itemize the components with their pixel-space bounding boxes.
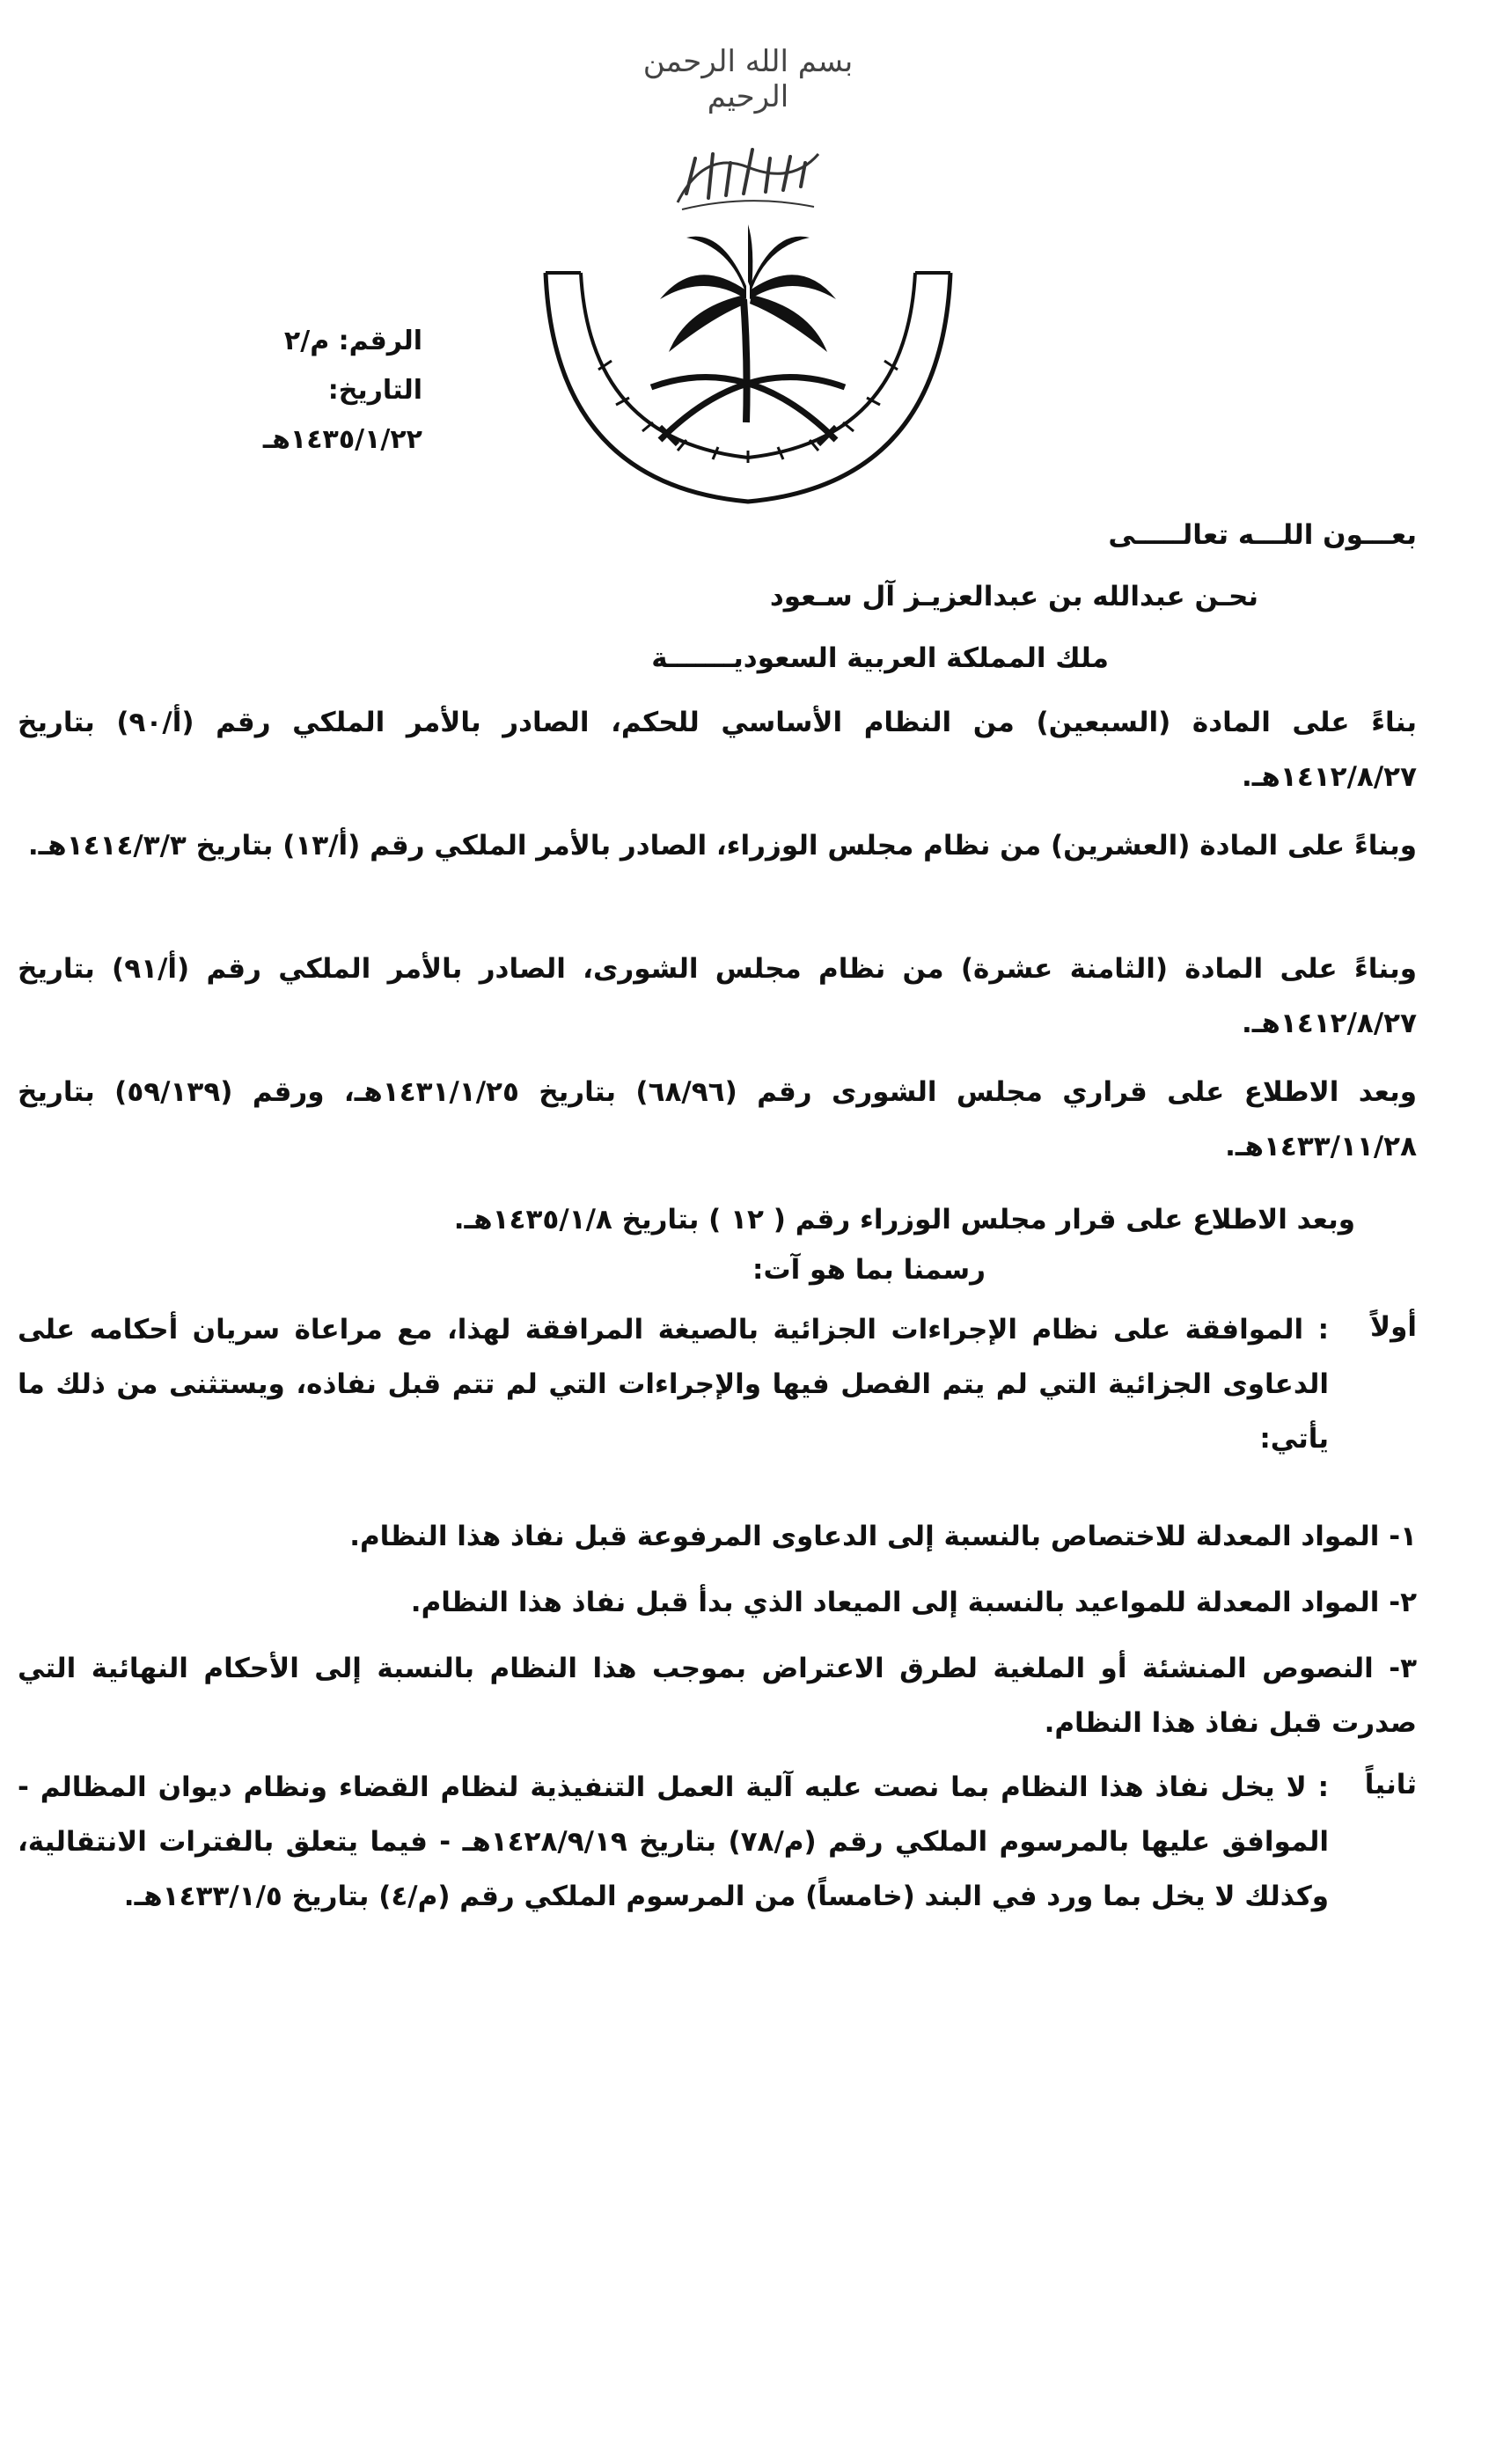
shahada-calligraphy-icon [669, 132, 827, 220]
article-label: أولاً [1370, 1311, 1417, 1343]
article-sub-item: ١- المواد المعدلة للاختصاص بالنسبة إلى الدعاوى المرفوعة قبل نفاذ هذا النظام. [349, 1521, 1417, 1552]
article-text: : لا يخل نفاذ هذا النظام بما نصت عليه آلية العمل التنفيذية لنظام القضاء ونظام ديوان المظالم - الموافق عليها بالمرسوم الملكي رقم (م/٧٨) بتاريخ ١٤٢٨/٩/١٩هـ - فيما يتعلق بالفترات الانتقالية، وكذلك لا يخل بما ورد في البند (خامساً) من المرسوم الملكي رقم (م/٤) بتاريخ ١٤٣٣/١/٥هـ. [18, 1771, 1329, 1912]
article-label: ثانياً [1364, 1769, 1417, 1800]
basmala: بسم الله الرحمن الرحيم [642, 44, 854, 114]
preamble-paragraph: وبناءً على المادة (العشرين) من نظام مجلس الوزراء، الصادر بالأمر الملكي رقم (أ/١٣) بتاريخ ١٤١٤/٣/٣هـ. [27, 830, 1417, 862]
article-text: : الموافقة على نظام الإجراءات الجزائية بالصيغة المرافقة لهذا، مع مراعاة سريان أحكامه على الدعاوى الجزائية التي لم يتم الفصل فيها والإجراءات التي لم تتم قبل نفاذه، ويستثنى من ذلك ما يأتي: [18, 1314, 1329, 1455]
article-sub-item: ٣- النصوص المنشئة أو الملغية لطرق الاعتراض بموجب هذا النظام بالنسبة إلى الأحكام النهائية التي صدرت قبل نفاذ هذا النظام. [18, 1653, 1417, 1739]
invocation: بعـــون اللـــه تعالـــــى [1108, 519, 1417, 551]
king-name: نحـن عبدالله بن عبدالعزيـز آل سـعود [769, 581, 1258, 612]
reference-block [211, 317, 422, 465]
decree-intro: رسمنا بما هو آت: [752, 1254, 986, 1286]
king-title: ملك المملكة العربية السعوديـــــــة [651, 642, 1109, 674]
preamble-paragraph: وبناءً على المادة (الثامنة عشرة) من نظام مجلس الشورى، الصادر بالأمر الملكي رقم (أ/٩١) بتاريخ ١٤١٢/٨/٢٧هـ. [18, 953, 1417, 1039]
preamble-paragraph: بناءً على المادة (السبعين) من النظام الأساسي للحكم، الصادر بالأمر الملكي رقم (أ/٩٠) بتاريخ ١٤١٢/٨/٢٧هـ. [18, 707, 1417, 793]
reference-number: الرقم: م/٢ [283, 326, 422, 356]
preamble-paragraph: وبعد الاطلاع على قراري مجلس الشورى رقم (٦٨/٩٦) بتاريخ ١٤٣١/١/٢٥هـ، ورقم (٥٩/١٣٩) بتاريخ ١٤٣٣/١١/٢٨هـ. [18, 1076, 1418, 1162]
preamble-paragraph: وبعد الاطلاع على قرار مجلس الوزراء رقم ( ١٢ ) بتاريخ ١٤٣٥/١/٨هـ. [453, 1204, 1355, 1236]
reference-date: التاريخ: ١٤٣٥/١/٢٢هـ [262, 375, 422, 455]
article-sub-item: ٢- المواد المعدلة للمواعيد بالنسبة إلى الميعاد الذي بدأ قبل نفاذ هذا النظام. [410, 1587, 1417, 1618]
saudi-emblem-icon [528, 220, 968, 510]
